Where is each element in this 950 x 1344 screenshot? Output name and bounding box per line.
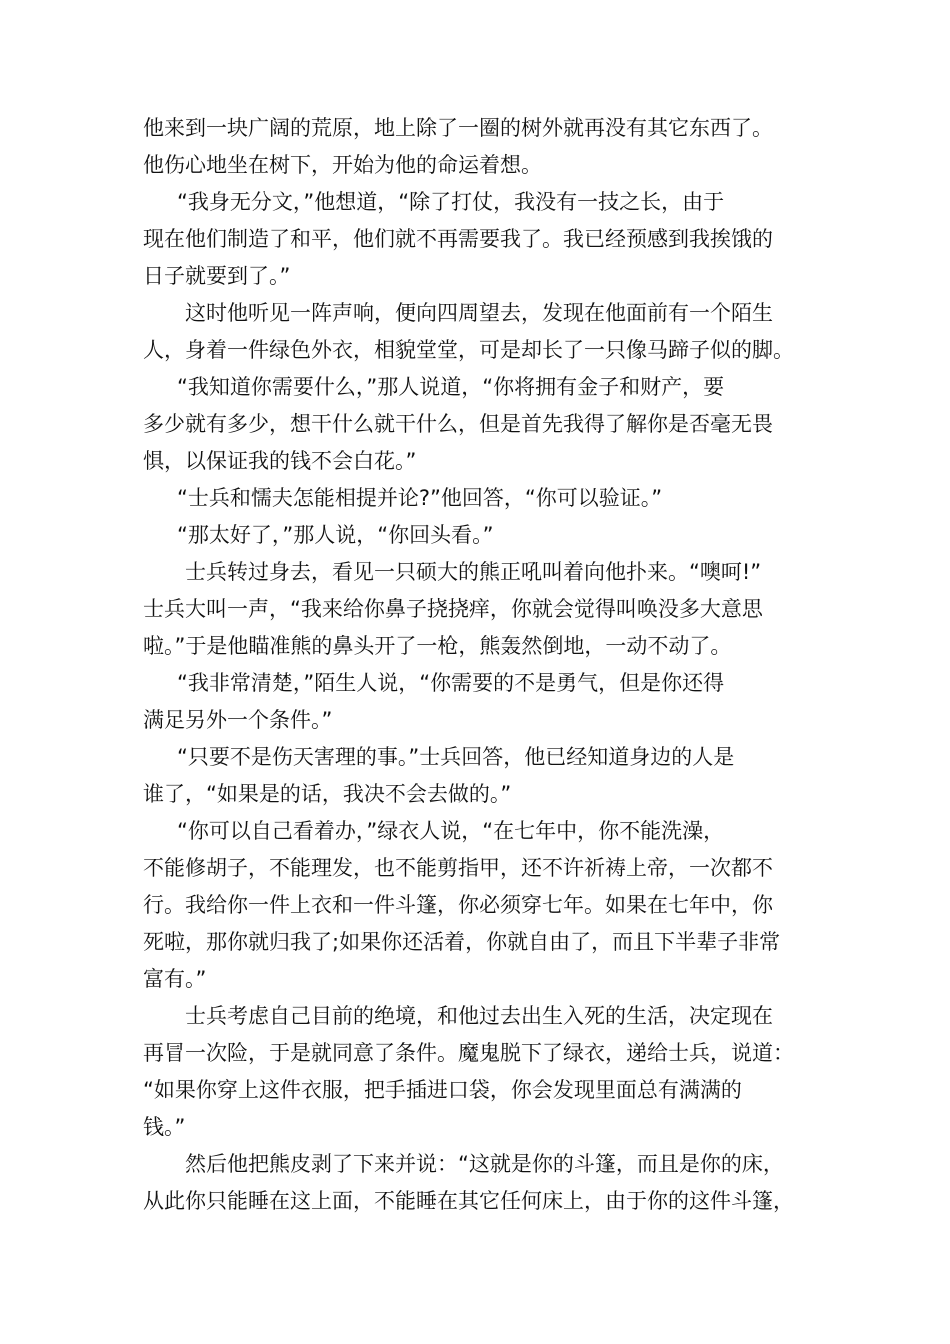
text-line: “我知道你需要什么，”那人说道，“你将拥有金子和财产，要 xyxy=(177,375,725,399)
text-line: “只要不是伤天害理的事。”士兵回答，他已经知道身边的人是 xyxy=(177,745,735,769)
text-line: 多少就有多少，想干什么就干什么，但是首先我得了解你是否毫无畏 xyxy=(143,412,773,436)
text-line: 然后他把熊皮剥了下来并说：“这就是你的斗篷，而且是你的床， xyxy=(185,1152,784,1176)
text-line: 谁了，“如果是的话，我决不会去做的。” xyxy=(143,782,512,806)
text-line: 士兵考虑自己目前的绝境，和他过去出生入死的生活，决定现在 xyxy=(185,1004,773,1028)
text-line: 钱。” xyxy=(143,1115,186,1139)
text-line: 满足另外一个条件。” xyxy=(143,708,333,732)
text-line: 啦。”于是他瞄准熊的鼻头开了一枪，熊轰然倒地，一动不动了。 xyxy=(143,634,732,658)
text-line: 再冒一次险，于是就同意了条件。魔鬼脱下了绿衣，递给士兵，说道： xyxy=(143,1041,794,1065)
text-line: 人，身着一件绿色外衣，相貌堂堂，可是却长了一只像马蹄子似的脚。 xyxy=(143,338,794,362)
text-line: 富有。” xyxy=(143,967,207,991)
text-line: 死啦，那你就归我了;如果你还活着，你就自由了，而且下半辈子非常 xyxy=(143,930,781,954)
text-line: 现在他们制造了和平，他们就不再需要我了。我已经预感到我挨饿的 xyxy=(143,227,773,251)
text-line: 惧，以保证我的钱不会白花。” xyxy=(143,449,417,473)
text-line: 他伤心地坐在树下，开始为他的命运着想。 xyxy=(143,153,542,177)
text-line: “那太好了，”那人说，“你回头看。” xyxy=(177,523,494,547)
text-line: 他来到一块广阔的荒原，地上除了一圈的树外就再没有其它东西了。 xyxy=(143,116,773,140)
text-line: “你可以自己看着办，”绿衣人说，“在七年中，你不能洗澡， xyxy=(177,819,725,843)
text-line: 从此你只能睡在这上面，不能睡在其它任何床上，由于你的这件斗篷， xyxy=(143,1189,794,1213)
text-line: 士兵大叫一声，“我来给你鼻子挠挠痒，你就会觉得叫唤没多大意思 xyxy=(143,597,763,621)
text-line: 士兵转过身去，看见一只硕大的熊正吼叫着向他扑来。“噢呵!” xyxy=(185,560,762,584)
text-line: 日子就要到了。” xyxy=(143,264,291,288)
story-text xyxy=(143,110,843,1220)
text-line: “如果你穿上这件衣服，把手插进口袋，你会发现里面总有满满的 xyxy=(143,1078,742,1102)
text-line: “我非常清楚，”陌生人说，“你需要的不是勇气，但是你还得 xyxy=(177,671,725,695)
text-line: “士兵和懦夫怎能相提并论?”他回答，“你可以验证。” xyxy=(177,486,663,510)
text-line: “我身无分文，”他想道，“除了打仗，我没有一技之长，由于 xyxy=(177,190,725,214)
text-line: 行。我给你一件上衣和一件斗篷，你必须穿七年。如果在七年中，你 xyxy=(143,893,773,917)
text-line: 这时他听见一阵声响，便向四周望去，发现在他面前有一个陌生 xyxy=(185,301,773,325)
text-line: 不能修胡子，不能理发，也不能剪指甲，还不许祈祷上帝，一次都不 xyxy=(143,856,773,880)
